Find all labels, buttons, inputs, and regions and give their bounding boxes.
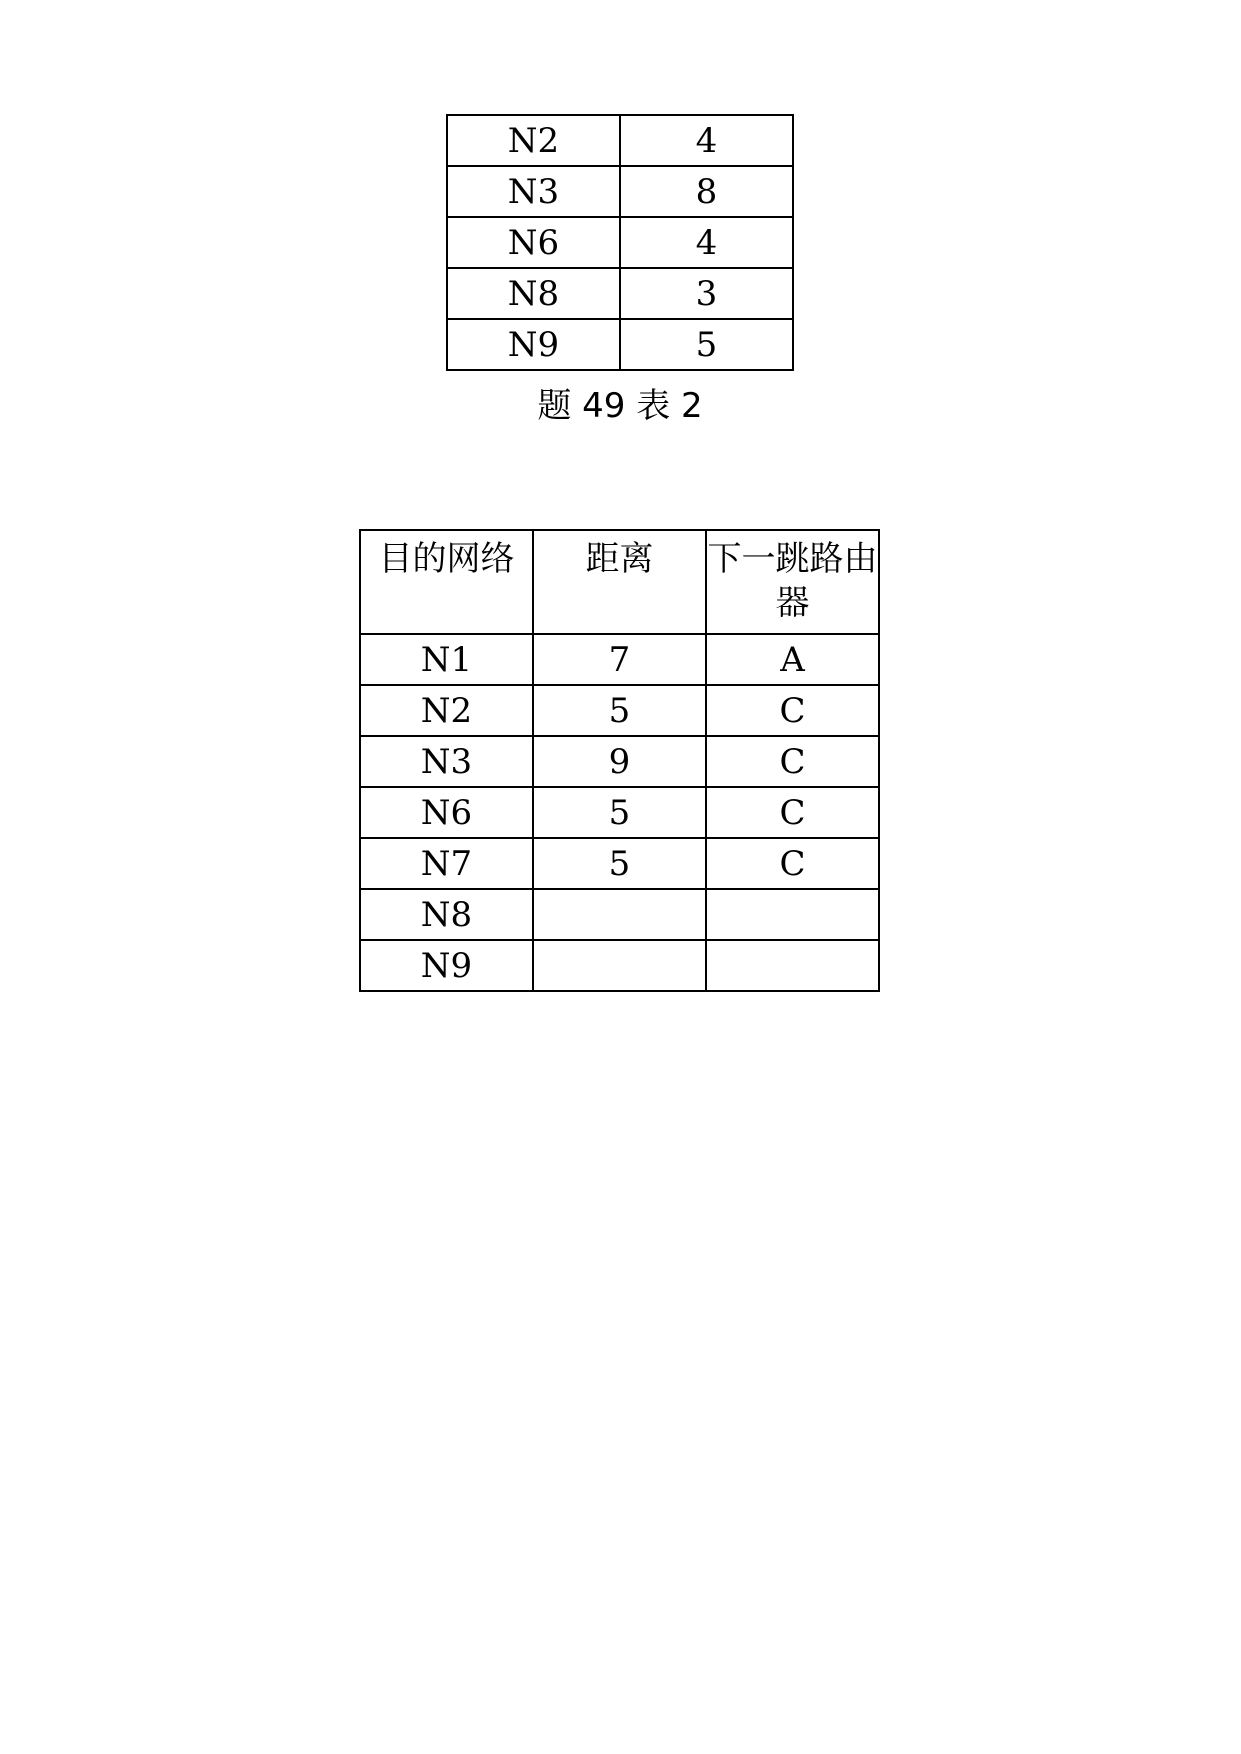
- header-next-hop-router: 下一跳路由器: [706, 530, 879, 634]
- network-cell: N1: [360, 634, 533, 685]
- next-hop-cell: C: [706, 838, 879, 889]
- table-row: [360, 736, 879, 787]
- table-row: [447, 115, 793, 166]
- next-hop-cell: [706, 940, 879, 991]
- distance-cell: 8: [620, 166, 793, 217]
- next-hop-cell: [706, 889, 879, 940]
- table-row: [360, 787, 879, 838]
- neighbor-distance-table: [446, 114, 794, 371]
- table-header: [360, 530, 879, 634]
- table-row: [447, 268, 793, 319]
- network-cell: N8: [360, 889, 533, 940]
- table-caption: 题 49 表 2: [537, 386, 703, 426]
- distance-cell: 5: [533, 787, 706, 838]
- distance-cell: [533, 940, 706, 991]
- distance-cell: 9: [533, 736, 706, 787]
- table-row: [360, 889, 879, 940]
- table-row: [447, 319, 793, 370]
- distance-cell: 4: [620, 115, 793, 166]
- header-destination-network: 目的网络: [360, 530, 533, 634]
- table-row: [360, 634, 879, 685]
- next-hop-cell: C: [706, 736, 879, 787]
- next-hop-cell: C: [706, 787, 879, 838]
- next-hop-cell: A: [706, 634, 879, 685]
- table-body: [447, 115, 793, 370]
- network-cell: N3: [447, 166, 620, 217]
- distance-cell: [533, 889, 706, 940]
- header-row: [360, 530, 879, 634]
- next-hop-cell: C: [706, 685, 879, 736]
- network-cell: N6: [360, 787, 533, 838]
- distance-cell: 3: [620, 268, 793, 319]
- network-cell: N7: [360, 838, 533, 889]
- table-row: [447, 217, 793, 268]
- distance-cell: 5: [620, 319, 793, 370]
- routing-table: [359, 529, 880, 992]
- table-row: [360, 940, 879, 991]
- network-cell: N6: [447, 217, 620, 268]
- table-row: [447, 166, 793, 217]
- table-row: [360, 838, 879, 889]
- network-cell: N9: [360, 940, 533, 991]
- network-cell: N3: [360, 736, 533, 787]
- distance-cell: 4: [620, 217, 793, 268]
- table-body: [360, 634, 879, 991]
- distance-cell: 5: [533, 838, 706, 889]
- network-cell: N8: [447, 268, 620, 319]
- network-cell: N2: [360, 685, 533, 736]
- distance-cell: 5: [533, 685, 706, 736]
- header-distance: 距离: [533, 530, 706, 634]
- network-cell: N9: [447, 319, 620, 370]
- distance-cell: 7: [533, 634, 706, 685]
- network-cell: N2: [447, 115, 620, 166]
- table-row: [360, 685, 879, 736]
